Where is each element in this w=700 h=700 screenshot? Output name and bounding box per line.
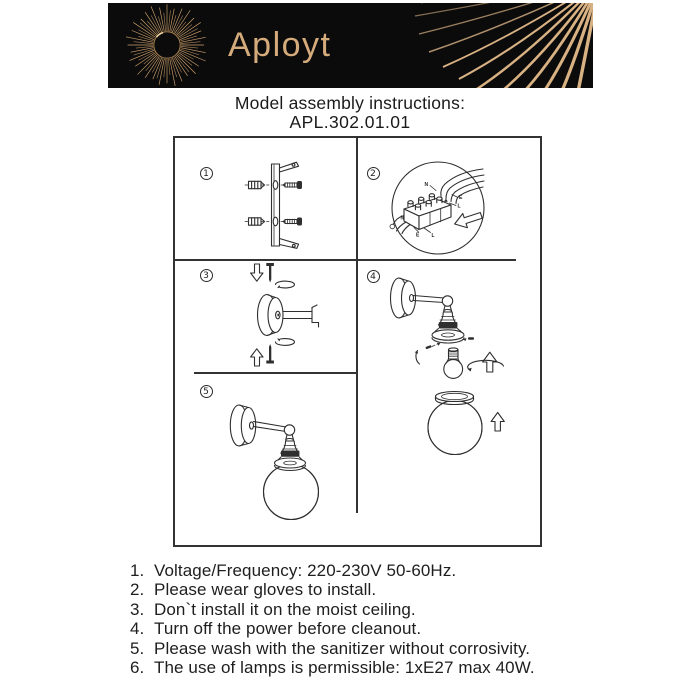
step5-finished-lamp-drawing (230, 405, 318, 520)
step-badge-5: 5 (200, 385, 213, 398)
step-badge-4: 4 (367, 270, 380, 283)
list-item (130, 600, 535, 619)
brand-name: Aployt (228, 26, 332, 64)
item-text: The use of lamps is permissible: 1xE27 max 40W. (154, 657, 535, 677)
instruction-list (130, 561, 535, 677)
item-number: 2. (130, 580, 145, 600)
list-item (130, 658, 535, 677)
step-badge-3: 3 (200, 269, 213, 282)
page-title: Model assembly instructions: (234, 93, 466, 113)
item-text: Please wash with the sanitizer without corrosivity. (154, 638, 531, 658)
item-text: Voltage/Frequency: 220-230V 50-60Hz. (154, 561, 457, 580)
list-item (130, 580, 535, 599)
step2-wiring-drawing (390, 162, 484, 254)
wire-label-e-top: E (459, 195, 463, 201)
assembly-diagram (173, 136, 542, 547)
item-text: Turn off the power before cleanout. (154, 619, 422, 639)
wire-label-n-bottom: N (400, 215, 405, 222)
item-number: 1. (130, 561, 145, 580)
brand-banner (108, 3, 593, 88)
item-number: 6. (130, 657, 145, 677)
item-text: Don`t install it on the moist ceiling. (154, 599, 416, 619)
list-item (130, 561, 535, 580)
wire-label-l-top: L (457, 203, 461, 210)
wire-label-l-bottom: L (431, 233, 435, 239)
item-text: Please wear gloves to install. (154, 580, 377, 600)
list-item (130, 619, 535, 638)
step4-assembly-drawing (391, 278, 505, 455)
item-number: 5. (130, 638, 145, 658)
model-number: APL.302.01.01 (289, 112, 411, 132)
wire-label-e-bottom: E (416, 232, 420, 239)
sunburst-logo-icon (112, 3, 222, 88)
step-badge-1: 1 (200, 167, 213, 180)
corner-rays-icon (393, 3, 593, 88)
step1-bracket-drawing (245, 162, 302, 248)
item-number: 4. (130, 619, 145, 639)
step3-canopy-drawing (251, 263, 319, 366)
item-number: 3. (130, 599, 145, 619)
step-badge-2: 2 (367, 167, 380, 180)
wire-label-n-top: N (424, 182, 429, 188)
list-item (130, 639, 535, 658)
